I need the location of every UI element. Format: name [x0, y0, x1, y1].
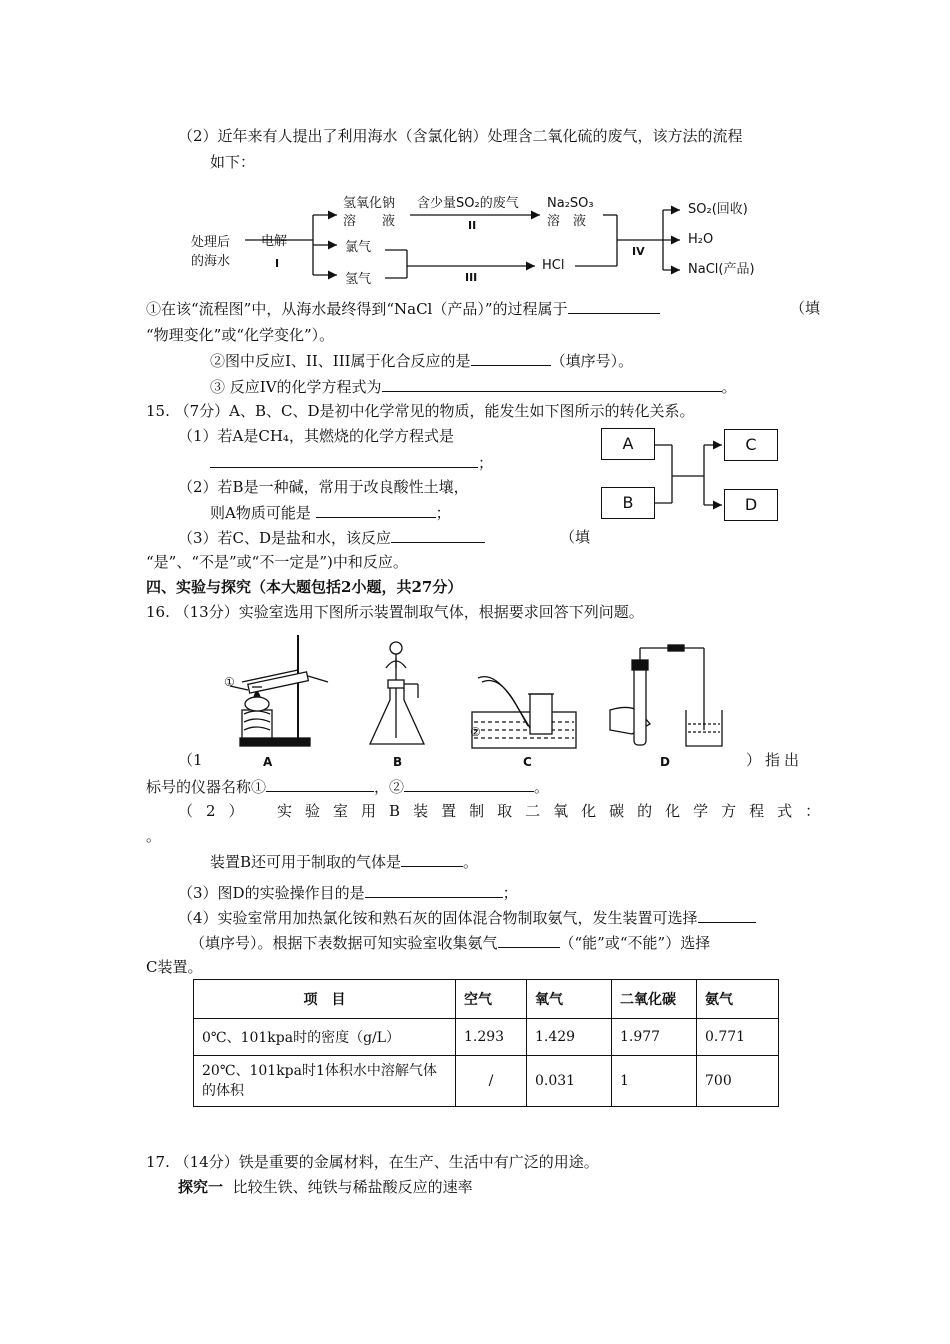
- flow-naoh-2: 溶 液: [343, 214, 396, 229]
- q16-label-1: ①: [224, 675, 235, 689]
- flow-hydrogen: 氢气: [345, 272, 372, 287]
- q17-head: 17. （14分）铁是重要的金属材料，在生产、生活中有广泛的用途。: [146, 1153, 599, 1171]
- q15-p2-blank[interactable]: [316, 502, 436, 518]
- q15-p1-line: [210, 452, 493, 473]
- flow-out-h2o: H₂O: [688, 232, 714, 247]
- q14-s1: [146, 298, 660, 319]
- q15-p3-text: （3）若C、D是盐和水，该反应: [178, 529, 392, 547]
- q16-p1-start: （1: [178, 751, 203, 769]
- q14-s2-tail: （填序号）。: [550, 352, 634, 370]
- table-cell: 0.771: [697, 1019, 779, 1056]
- table-cell: 1.977: [612, 1019, 697, 1056]
- table-cell: 0℃、101kpa时的密度（g/L）: [194, 1019, 456, 1056]
- q15-p3-blank[interactable]: [391, 527, 485, 543]
- q16-label-2: ②: [470, 725, 481, 739]
- q16-p4-line: [178, 907, 756, 928]
- q16-p4-blank-2[interactable]: [498, 932, 560, 948]
- q14-s2-text: ②图中反应I、II、III属于化合反应的是: [210, 352, 471, 370]
- q14-2-line1: （2）近年来有人提出了利用海水（含氯化钠）处理含二氧化硫的废气，该方法的流程: [178, 127, 743, 145]
- q15-p1-end: ；: [478, 454, 494, 472]
- flow-start-1: 处理后: [191, 235, 231, 250]
- flow-start-2: 的海水: [191, 254, 231, 269]
- table-header-row: [194, 980, 779, 1019]
- flow-chlorine: 氯气: [345, 240, 372, 255]
- q16-p4-text-2: （填序号）。根据下表数据可知实验室收集氨气: [190, 934, 498, 952]
- table-header-co2: 二氧化碳: [612, 980, 697, 1019]
- q16-p1-end: ）指出: [746, 751, 804, 769]
- q16-app-b: B: [393, 755, 403, 769]
- table-header-oxygen: 氧气: [527, 980, 612, 1019]
- q15-p3: [178, 527, 485, 548]
- table-header-ammonia: 氨气: [697, 980, 779, 1019]
- q16-p2-line: [210, 851, 478, 872]
- flow-na2so3-2: 溶 液: [547, 214, 587, 229]
- q17-explore-label: 探究一: [178, 1178, 224, 1196]
- q15-p3-hint: “是”、“不是”或“不一定是”)中和反应。: [146, 553, 408, 571]
- table-cell: 0.031: [527, 1056, 612, 1107]
- table-cell: 20℃、101kpa时1体积水中溶解气体的体积: [194, 1056, 456, 1107]
- flow-step-III: III: [465, 271, 478, 284]
- flow-step-IV: IV: [632, 245, 645, 258]
- q16-head: 16. （13分）实验室选用下图所示装置制取气体，根据要求回答下列问题。: [146, 603, 644, 621]
- q14-s1-text: ①在该“流程图”中，从海水最终得到“NaCl（产品）”的过程属于: [146, 300, 568, 318]
- q16-p3-blank[interactable]: [365, 882, 503, 898]
- q14-s2: [210, 350, 633, 371]
- q14-s3-tail: 。: [721, 378, 737, 396]
- q15-box-c: C: [724, 429, 778, 461]
- q14-s3: [210, 376, 737, 397]
- q14-s1-fill: （填: [790, 299, 821, 317]
- q17-explore-text: 比较生铁、纯铁与稀盐酸反应的速率: [232, 1178, 473, 1196]
- q14-s3-text: ③ 反应IV的化学方程式为: [210, 378, 382, 396]
- q16-p1-line: [146, 776, 549, 797]
- q16-apparatus: [210, 630, 810, 765]
- q16-p4-line2: [190, 932, 710, 953]
- q16-p2-dot: 。: [463, 853, 479, 871]
- gas-property-table: [193, 979, 779, 1107]
- q16-p4-tail: C装置。: [146, 958, 203, 976]
- q14-s1-blank[interactable]: [568, 298, 660, 314]
- q15-p1: （1）若A是CH₄，其燃烧的化学方程式是: [178, 427, 454, 445]
- q16-p1-blank-1[interactable]: [266, 776, 374, 792]
- q16-p3-line: [178, 882, 518, 903]
- q14-s2-blank[interactable]: [471, 350, 551, 366]
- table-row: [194, 1019, 779, 1056]
- q16-p1-dot: 。: [534, 778, 550, 796]
- q15-box-d: D: [724, 489, 778, 521]
- q15-p2-line: [210, 502, 451, 523]
- flow-electrolysis: 电解: [261, 234, 288, 249]
- table-row: [194, 1056, 779, 1107]
- flow-waste-gas: 含少量SO₂的废气: [417, 196, 519, 211]
- table-header-item: 项 目: [194, 980, 456, 1019]
- q14-s3-blank[interactable]: [382, 376, 722, 392]
- q14-2-line2: 如下：: [210, 153, 256, 171]
- q15-box-b: B: [601, 487, 655, 519]
- q15-box-a: A: [601, 428, 655, 460]
- q16-p1-sep: ，②: [374, 778, 405, 796]
- q15-p2-end: ；: [435, 504, 451, 522]
- q16-p4-text: （4）实验室常用加热氯化铵和熟石灰的固体混合物制取氨气，发生装置可选择: [178, 909, 698, 927]
- flow-hcl: HCl: [542, 258, 565, 273]
- q16-p2: （2） 实验室用B装置制取二氧化碳的化学方程式：: [178, 802, 834, 820]
- flow-chart: [185, 190, 785, 290]
- q15-p3-fill: （填: [560, 528, 591, 546]
- q16-p4-text-3: （“能”或“不能”）选择: [559, 934, 711, 952]
- flow-out-nacl: NaCl(产品): [688, 262, 755, 277]
- flow-step-II: II: [468, 219, 477, 232]
- table-cell: 1: [612, 1056, 697, 1107]
- q14-s1-hint: “物理变化”或“化学变化”）。: [146, 326, 335, 344]
- q16-p3-text: （3）图D的实验操作目的是: [178, 884, 365, 902]
- q16-app-d: D: [660, 755, 670, 769]
- q16-p4-blank-1[interactable]: [698, 907, 756, 923]
- flow-na2so3-1: Na₂SO₃: [547, 196, 594, 211]
- q16-p2-blank[interactable]: [401, 851, 463, 867]
- flow-naoh-1: 氢氧化钠: [343, 196, 396, 211]
- q16-p1-text: 标号的仪器名称①: [146, 778, 267, 796]
- q15-p2-text: 则A物质可能是: [210, 504, 311, 522]
- table-cell: 1.293: [456, 1019, 527, 1056]
- flow-out-so2: SO₂(回收): [688, 202, 748, 217]
- q17-explore-1: [178, 1177, 473, 1197]
- q16-p1-blank-2[interactable]: [404, 776, 534, 792]
- q15-p2: （2）若B是一种碱，常用于改良酸性土壤，: [178, 478, 469, 496]
- q16-p2-text: 装置B还可用于制取的气体是: [210, 853, 402, 871]
- table-cell: /: [456, 1056, 527, 1107]
- table-cell: 1.429: [527, 1019, 612, 1056]
- q15-p1-blank[interactable]: [210, 452, 478, 468]
- q16-p2-end: 。: [146, 827, 162, 845]
- q16-app-c: C: [523, 755, 532, 769]
- q15-head: 15. （7分）A、B、C、D是初中化学常见的物质，能发生如下图所示的转化关系。: [146, 402, 695, 420]
- section-4-title: 四、实验与探究（本大题包括2小题，共27分）: [146, 578, 463, 596]
- q16-p3-end: ；: [502, 884, 518, 902]
- table-header-air: 空气: [456, 980, 527, 1019]
- table-cell: 700: [697, 1056, 779, 1107]
- q16-app-a: A: [263, 755, 273, 769]
- flow-step-I: I: [275, 257, 280, 270]
